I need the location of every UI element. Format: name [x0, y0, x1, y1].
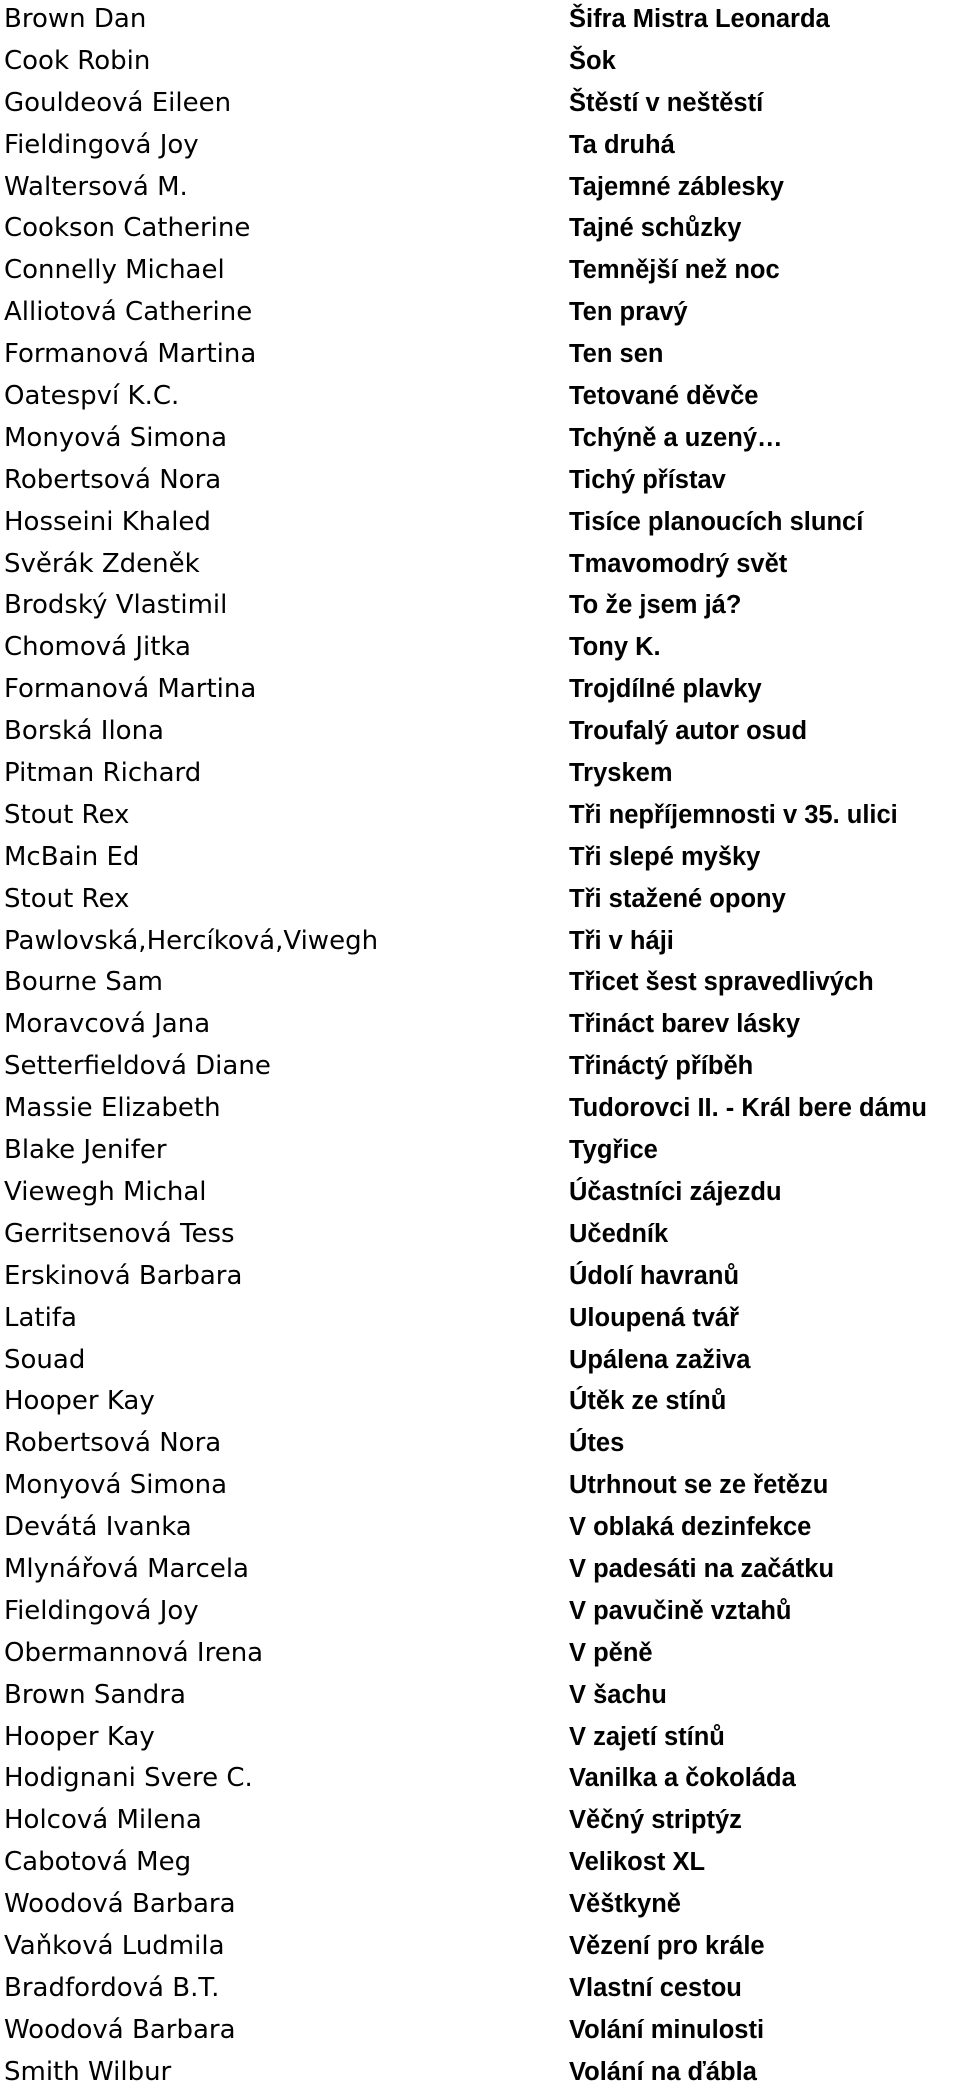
book-title: Troufalý autor osud	[569, 717, 808, 746]
author-name: Connelly Michael	[4, 255, 225, 286]
book-title: Vanilka a čokoláda	[569, 1764, 796, 1793]
book-title: Vězení pro krále	[569, 1931, 765, 1960]
list-item	[0, 2011, 960, 2053]
book-title: Tichý přístav	[569, 465, 726, 494]
author-name: Brown Dan	[4, 4, 147, 34]
author-name: Blake Jenifer	[4, 1135, 167, 1166]
list-item	[0, 1047, 960, 1089]
list-item	[0, 1718, 960, 1760]
list-item	[0, 1466, 960, 1508]
book-title: Účastníci zájezdu	[569, 1177, 782, 1206]
book-title: Volání na ďábla	[569, 2057, 757, 2086]
list-item	[0, 0, 960, 42]
author-name: Latifa	[4, 1302, 77, 1333]
list-item	[0, 293, 960, 335]
book-title: Tygřice	[569, 1136, 658, 1165]
author-name: Robertsová Nora	[4, 1428, 222, 1459]
list-item	[0, 796, 960, 838]
list-item	[0, 168, 960, 210]
author-name: Stout Rex	[4, 799, 130, 830]
list-item	[0, 1257, 960, 1299]
author-name: Alliotová Catherine	[4, 297, 253, 328]
book-title: Tři stažené opony	[569, 884, 786, 913]
author-name: Hooper Kay	[4, 1386, 155, 1417]
book-title: Třináct barev lásky	[569, 1010, 801, 1039]
author-name: Svěrák Zdeněk	[4, 548, 200, 579]
list-item	[0, 880, 960, 922]
book-title: Tudorovci II. - Král bere dámu	[569, 1094, 928, 1123]
author-name: Fieldingová Joy	[4, 1595, 199, 1626]
list-item	[0, 754, 960, 796]
list-item	[0, 1676, 960, 1718]
author-name: Pitman Richard	[4, 758, 202, 789]
list-item	[0, 838, 960, 880]
list-item	[0, 503, 960, 545]
list-item	[0, 1341, 960, 1383]
book-title: To že jsem já?	[569, 591, 742, 620]
list-item	[0, 1382, 960, 1424]
book-title: V šachu	[569, 1680, 667, 1709]
author-name: Robertsová Nora	[4, 464, 222, 495]
list-item	[0, 1215, 960, 1257]
book-title: Tisíce planoucích sluncí	[569, 507, 864, 536]
book-title: Volání minulosti	[569, 2015, 765, 2044]
author-name: Woodová Barbara	[4, 1889, 236, 1920]
author-name: Hosseini Khaled	[4, 506, 211, 537]
author-name: Stout Rex	[4, 883, 130, 914]
book-title: Tři slepé myšky	[569, 842, 761, 871]
author-name: Setterfieldová Diane	[4, 1051, 271, 1082]
list-item	[0, 2053, 960, 2095]
book-title: Věštkyně	[569, 1890, 681, 1919]
book-title: Učedník	[569, 1219, 669, 1248]
list-item	[0, 586, 960, 628]
book-title: Údolí havranů	[569, 1261, 740, 1290]
author-name: Cook Robin	[4, 45, 151, 76]
author-name: McBain Ed	[4, 841, 140, 872]
author-name: Borská Ilona	[4, 716, 164, 747]
author-name: Monyová Simona	[4, 422, 228, 453]
author-name: Erskinová Barbara	[4, 1260, 243, 1291]
book-title: Utrhnout se ze řetězu	[569, 1471, 829, 1500]
author-name: Holcová Milena	[4, 1805, 202, 1836]
book-title: V pavučině vztahů	[569, 1596, 792, 1625]
book-title: V padesáti na začátku	[569, 1554, 835, 1583]
book-title: Štěstí v neštěstí	[569, 88, 764, 117]
book-title: Temnější než noc	[569, 256, 780, 285]
book-title: Tři v háji	[569, 926, 674, 955]
book-title: Ten pravý	[569, 298, 688, 327]
list-item	[0, 209, 960, 251]
book-title: Ta druhá	[569, 130, 675, 159]
book-title: Šifra Mistra Leonarda	[569, 5, 830, 33]
list-item	[0, 1592, 960, 1634]
list-item	[0, 1927, 960, 1969]
list-item	[0, 1424, 960, 1466]
author-name: Woodová Barbara	[4, 2014, 236, 2045]
author-name: Bradfordová B.T.	[4, 1972, 220, 2003]
list-item	[0, 712, 960, 754]
author-name: Hodignani Svere C.	[4, 1763, 253, 1794]
author-name: Mlynářová Marcela	[4, 1553, 249, 1584]
book-title: Ten sen	[569, 340, 664, 369]
book-title: Útes	[569, 1429, 625, 1458]
author-name: Monyová Simona	[4, 1470, 228, 1501]
book-title: Tetované děvče	[569, 382, 759, 411]
list-item	[0, 1801, 960, 1843]
book-title: Tři nepříjemnosti v 35. ulici	[569, 800, 898, 829]
list-item	[0, 419, 960, 461]
book-title: Tajemné záblesky	[569, 172, 784, 201]
book-title: Tchýně a uzený…	[569, 423, 783, 452]
book-title: Uloupená tvář	[569, 1303, 740, 1332]
book-title: Třicet šest spravedlivých	[569, 968, 874, 997]
list-item	[0, 1089, 960, 1131]
list-item	[0, 670, 960, 712]
author-name: Cabotová Meg	[4, 1847, 192, 1878]
author-name: Souad	[4, 1344, 86, 1375]
list-item	[0, 377, 960, 419]
author-name: Vaňková Ludmila	[4, 1930, 225, 1961]
list-item	[0, 84, 960, 126]
book-title: Upálena zaživa	[569, 1345, 751, 1374]
list-item	[0, 922, 960, 964]
list-item	[0, 1005, 960, 1047]
author-name: Viewegh Michal	[4, 1176, 207, 1207]
book-title: Vlastní cestou	[569, 1973, 742, 2002]
list-item	[0, 42, 960, 84]
author-name: Smith Wilbur	[4, 2056, 172, 2087]
list-item	[0, 335, 960, 377]
author-name: Moravcová Jana	[4, 1009, 211, 1040]
list-item	[0, 461, 960, 503]
author-name: Obermannová Irena	[4, 1637, 264, 1668]
author-name: Pawlovská,Hercíková,Viwegh	[4, 925, 379, 956]
book-title: Tony K.	[569, 633, 661, 662]
list-item	[0, 1550, 960, 1592]
list-item	[0, 545, 960, 587]
book-title: Tryskem	[569, 759, 673, 788]
book-title: Věčný striptýz	[569, 1806, 742, 1835]
list-item	[0, 1508, 960, 1550]
author-name: Gouldeová Eileen	[4, 87, 232, 118]
author-name: Fieldingová Joy	[4, 129, 199, 160]
book-title: Šok	[569, 46, 616, 75]
author-name: Formanová Martina	[4, 674, 257, 705]
list-item	[0, 628, 960, 670]
list-item	[0, 1131, 960, 1173]
list-item	[0, 1843, 960, 1885]
book-title: Velikost XL	[569, 1848, 706, 1877]
list-item	[0, 1299, 960, 1341]
book-title: Tajné schůzky	[569, 214, 742, 243]
list-item	[0, 1759, 960, 1801]
book-title: V oblaká dezinfekce	[569, 1513, 812, 1542]
author-name: Oatespví K.C.	[4, 381, 180, 412]
author-name: Gerritsenová Tess	[4, 1218, 235, 1249]
list-item	[0, 1885, 960, 1927]
author-name: Massie Elizabeth	[4, 1093, 221, 1124]
book-title: V pěně	[569, 1638, 653, 1667]
list-item	[0, 126, 960, 168]
list-item	[0, 251, 960, 293]
author-name: Brodský Vlastimil	[4, 590, 228, 621]
book-title: Útěk ze stínů	[569, 1387, 727, 1416]
book-title: Třináctý příběh	[569, 1052, 754, 1081]
author-name: Formanová Martina	[4, 339, 257, 370]
author-name: Cookson Catherine	[4, 213, 251, 244]
author-name: Devátá Ivanka	[4, 1512, 192, 1543]
book-title: Trojdílné plavky	[569, 675, 762, 704]
list-item	[0, 1634, 960, 1676]
list-item	[0, 1969, 960, 2011]
book-title: V zajetí stínů	[569, 1722, 725, 1751]
author-name: Brown Sandra	[4, 1679, 186, 1710]
author-name: Hooper Kay	[4, 1721, 155, 1752]
author-name: Waltersová M.	[4, 171, 188, 202]
book-title: Tmavomodrý svět	[569, 549, 788, 578]
list-item	[0, 963, 960, 1005]
author-name: Bourne Sam	[4, 967, 163, 998]
author-name: Chomová Jitka	[4, 632, 191, 663]
list-item	[0, 1173, 960, 1215]
